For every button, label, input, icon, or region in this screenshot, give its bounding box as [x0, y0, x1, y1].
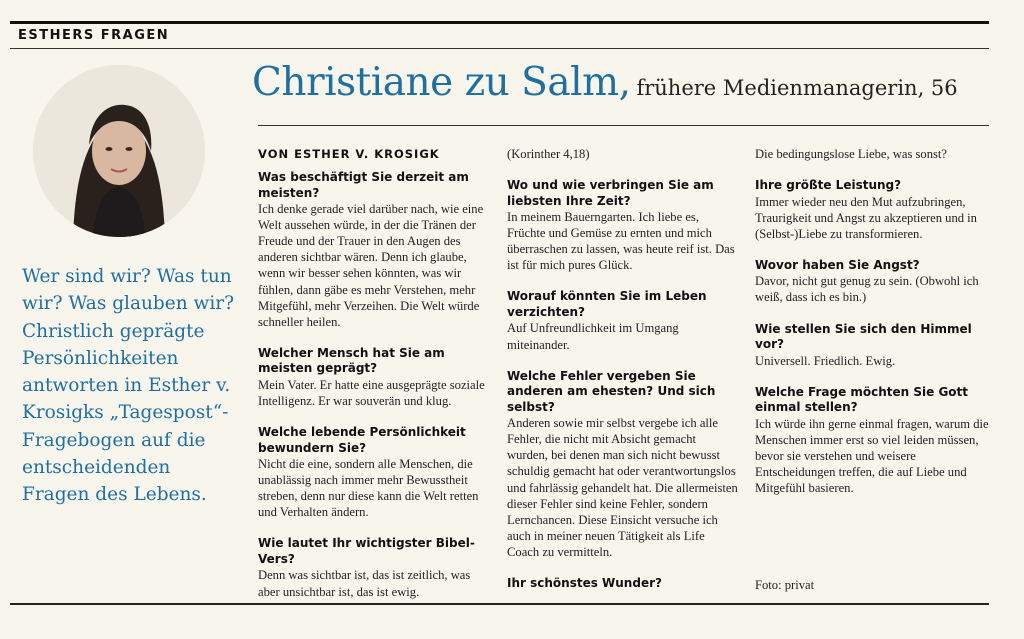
answer: In meinem Bauerngarten. Ich liebe es, Früchte und Gemüse zu ernten und mich überraschen zu lassen, was heute reif ist. Das ist für mich pures Glück.: [507, 210, 735, 273]
answer: Nicht die eine, sondern alle Menschen, die unablässig nach immer mehr Bewusstheit streben, denn nur diese kann die Welt retten und Verhalten ändern.: [258, 457, 479, 520]
question: Ihr schönstes Wunder?: [507, 576, 662, 590]
headline-rule: [258, 125, 989, 126]
answer: Anderen sowie mir selbst vergebe ich alle Fehler, die nicht mit Absicht gemacht wurden, bei denen man sich nicht bewusst schuldig gemacht hat oder verantwortungslos und fahrlässig gehandelt hat. Die allermeisten dieser Fehler sind keine Fehler, sondern Lernchancen. Diese Einsicht versuche ich auch in meiner neuen Tätigkeit als Life Coach zu vermitteln.: [507, 416, 738, 559]
question: Ihre größte Leistung?: [755, 178, 902, 193]
question: Wie stellen Sie sich den Himmel vor?: [755, 321, 972, 352]
answer: Immer wieder neu den Mut aufzubringen, Traurigkeit und Angst zu akzeptieren und in (Selbst-)Liebe zu transformieren.: [755, 194, 977, 241]
portrait-illustration: [33, 65, 205, 237]
question: Wo und wie verbringen Sie am liebsten Ihre Zeit?: [507, 178, 714, 208]
answer: Denn was sichtbar ist, das ist zeitlich, was aber unsichtbar ist, das ist ewig.: [258, 568, 471, 599]
question: Was beschäftigt Sie derzeit am meisten?: [258, 170, 469, 200]
question: Wie lautet Ihr wichtigster Bibel-Vers?: [258, 536, 475, 566]
byline: VON ESTHER V. KROSIGK: [258, 147, 440, 161]
headline-subtitle: frühere Medienmanagerin, 56: [636, 76, 958, 100]
answer: Davor, nicht gut genug zu sein. (Obwohl ich weiß, dass ich es bin.): [755, 274, 979, 305]
kicker-rule: [10, 48, 989, 49]
answer-continued: Die bedingungslose Liebe, was sonst?: [755, 147, 948, 161]
answer-continued: (Korinther 4,18): [507, 147, 590, 161]
portrait-photo: [33, 65, 205, 237]
question: Welche lebende Persönlichkeit bewundern Sie?: [258, 425, 466, 455]
section-kicker: ESTHERS FRAGEN: [18, 28, 170, 43]
question: Wovor haben Sie Angst?: [755, 257, 920, 272]
headline-name: Christiane zu Salm,: [252, 60, 631, 105]
answer: Mein Vater. Er hatte eine ausgeprägte soziale Intelligenz. Er war souverän und klug.: [258, 377, 485, 408]
answer: Ich denke gerade viel darüber nach, wie eine Welt aussehen würde, in der die Tränen der Freude und der Trauer in den Augen des anderen sichtbar wären. Denn ich glaube, wenn wir besser sehen könnten, was wir fühlen, dann gäbe es mehr Verstehen, mehr Mitgefühl, mehr Verzeihen. Die Welt würde schneller heilen.: [258, 202, 484, 329]
intro-text: Wer sind wir? Was tun wir? Was glauben wir? Christlich geprägte Persönlichkeiten antworten in Esther v. Krosigks „Tagespost“-Fragebogen auf die entscheidenden Fragen des Lebens.: [22, 266, 235, 506]
question: Worauf könnten Sie im Leben verzichten?: [507, 289, 707, 319]
column-1: [258, 146, 490, 600]
question: Welcher Mensch hat Sie am meisten geprägt?: [258, 345, 445, 376]
column-3: [755, 146, 989, 496]
headline: [252, 60, 992, 105]
answer: Universell. Friedlich. Ewig.: [755, 353, 896, 368]
question: Welche Frage möchten Sie Gott einmal stellen?: [755, 384, 969, 415]
top-rule: [10, 21, 989, 24]
question: Welche Fehler vergeben Sie anderen am ehesten? Und sich selbst?: [507, 368, 716, 414]
answer: Ich würde ihn gerne einmal fragen, warum die Menschen immer erst so viel leiden müssen, bevor sie verstehen und weisere Entscheidungen treffen, die auf Liebe und Mitgefühl basieren.: [755, 416, 989, 496]
bottom-rule: [10, 603, 989, 605]
answer: Auf Unfreundlichkeit im Umgang miteinander.: [507, 321, 679, 352]
column-2: [507, 146, 739, 592]
photo-credit: Foto: privat: [755, 578, 815, 592]
